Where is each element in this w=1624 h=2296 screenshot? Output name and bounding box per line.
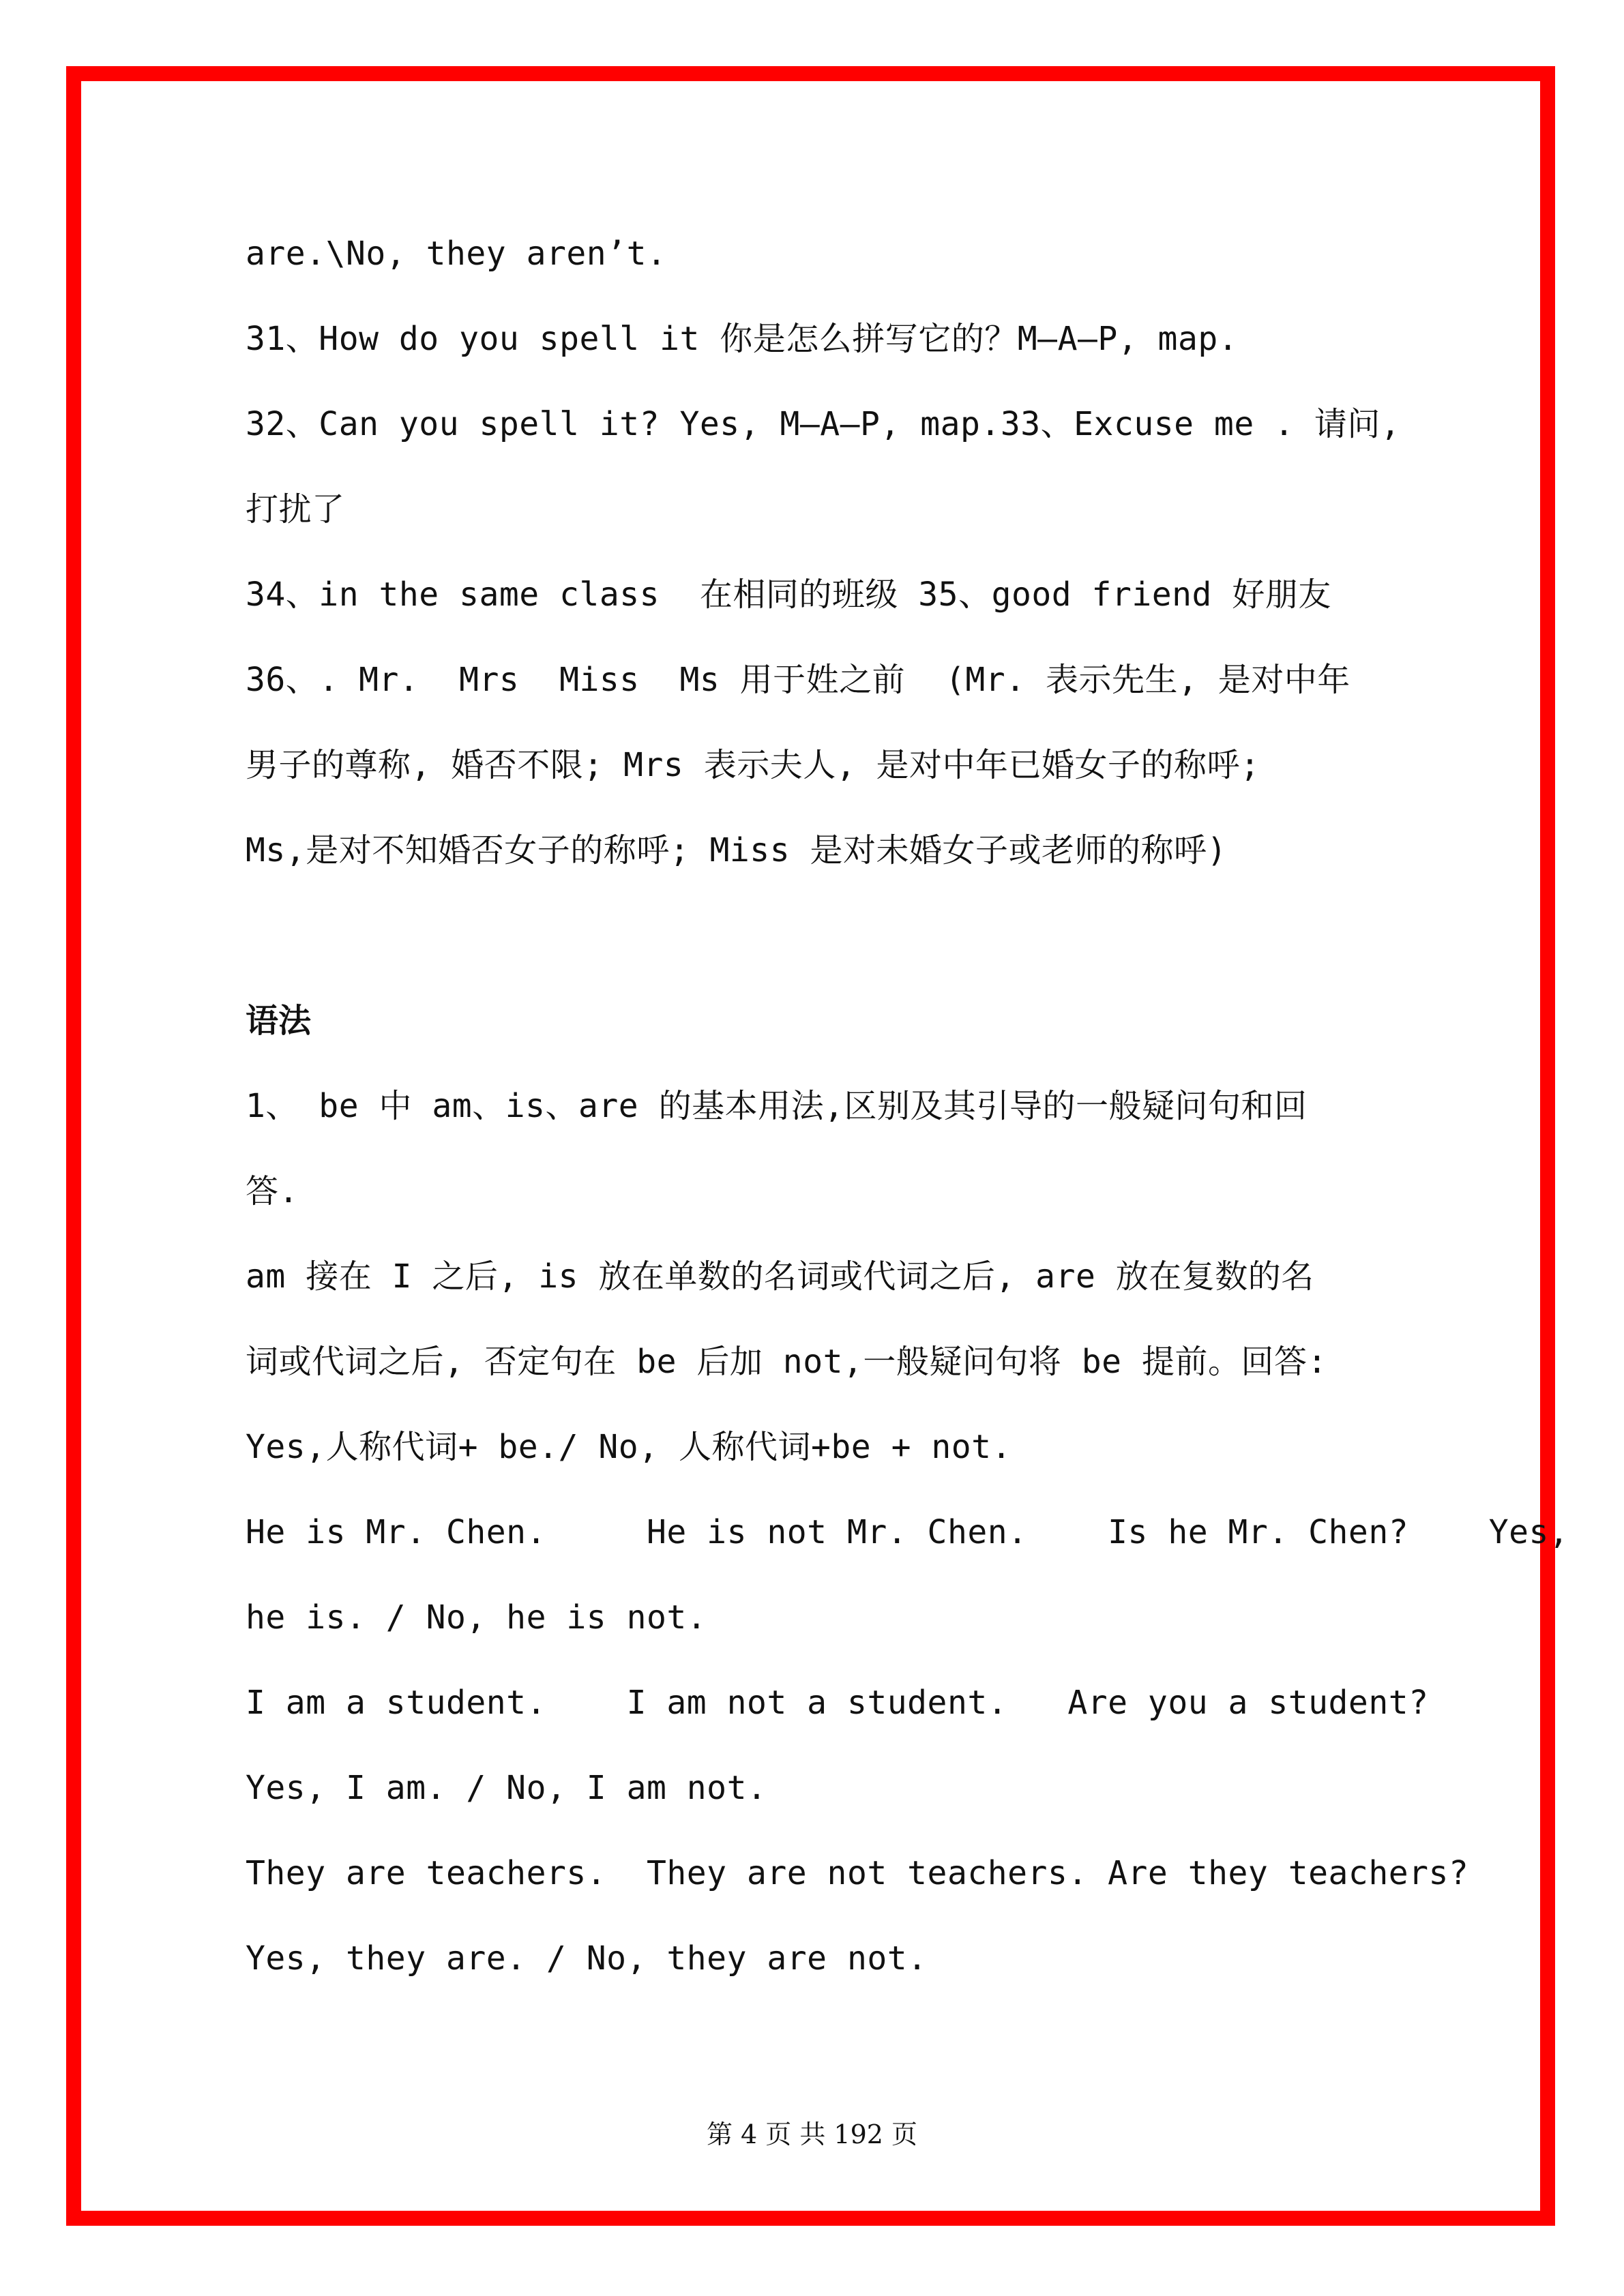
text-line: 32、Can you spell it? Yes, M—A—P, map.33、Excuse me . 请问, [246, 405, 1401, 443]
text-line: 1、 be 中 am、is、are 的基本用法,区别及其引导的一般疑问句和回 [246, 1087, 1308, 1125]
text-line: 答. [246, 1172, 299, 1210]
text-line: They are teachers. They are not teachers. Are they teachers? [246, 1854, 1469, 1892]
text-line: Yes, I am. / No, I am not. [246, 1769, 767, 1807]
text-line: Yes,人称代词+ be./ No, 人称代词+be + not. [246, 1428, 1012, 1466]
text-line: I am a student. I am not a student. Are you a student? [246, 1684, 1429, 1722]
text-line: 男子的尊称, 婚否不限; Mrs 表示夫人, 是对中年已婚女子的称呼; [246, 746, 1260, 784]
text-line: 31、How do you spell it 你是怎么拼写它的？M—A—P, map. [246, 320, 1239, 358]
text-line: 词或代词之后, 否定句在 be 后加 not,一般疑问句将 be 提前。回答: [246, 1343, 1327, 1381]
text-line: He is Mr. Chen. He is not Mr. Chen. Is he Mr. Chen? Yes, [246, 1513, 1569, 1551]
text-line: are.\No, they aren’t. [246, 235, 667, 273]
text-line: am 接在 I 之后, is 放在单数的名词或代词之后, are 放在复数的名 [246, 1257, 1314, 1296]
text-line: 打扰了 [246, 490, 345, 528]
grammar-heading: 语法 [246, 1002, 312, 1040]
text-line: he is. / No, he is not. [246, 1598, 707, 1637]
document-body [246, 211, 1569, 2001]
page-footer: 第 4 页 共 192 页 [706, 2119, 918, 2149]
text-line: 36、. Mr. Mrs Miss Ms 用于姓之前 (Mr. 表示先生, 是对中年 [246, 661, 1350, 699]
section-spacer [246, 893, 1405, 979]
text-line: Yes, they are. / No, they are not. [246, 1939, 928, 1978]
text-line: 34、in the same class 在相同的班级 35、good friend 好朋友 [246, 576, 1331, 614]
text-line: Ms,是对不知婚否女子的称呼; Miss 是对未婚女子或老师的称呼) [246, 831, 1227, 869]
